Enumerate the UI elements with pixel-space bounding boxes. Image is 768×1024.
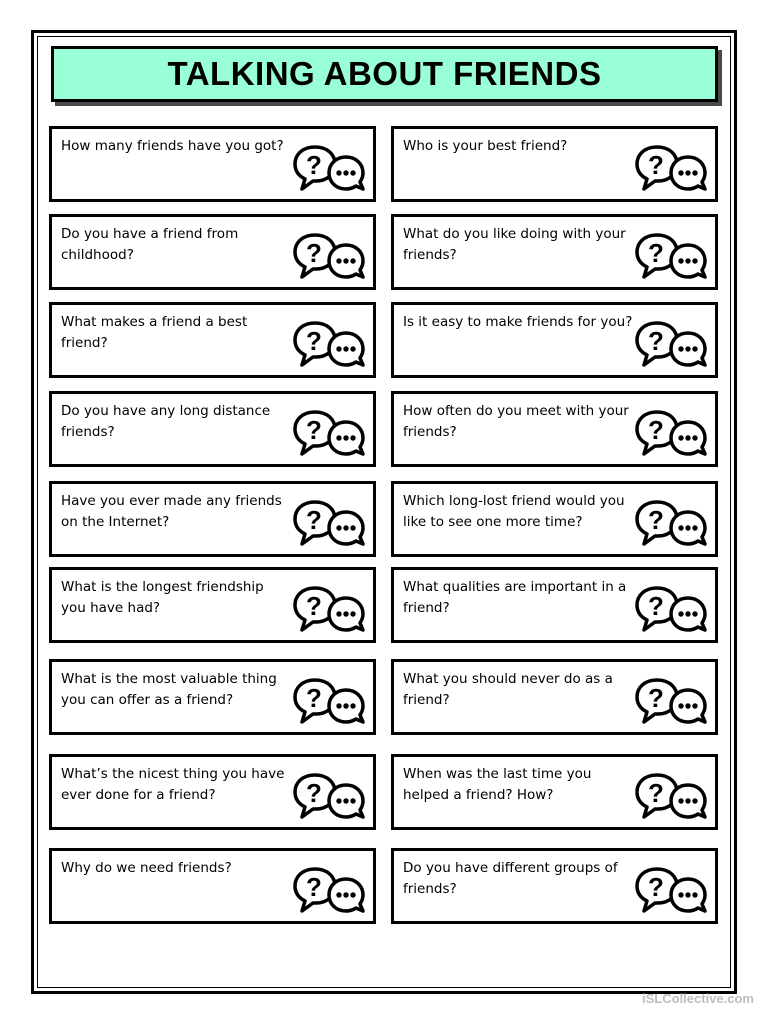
svg-text:?: ? <box>306 415 322 445</box>
question-text: What’s the nicest thing you have ever done for a friend? <box>61 766 285 803</box>
svg-text:?: ? <box>648 505 664 535</box>
question-card <box>391 391 718 467</box>
question-card <box>391 567 718 643</box>
question-chat-bubbles-icon <box>633 144 709 192</box>
question-chat-bubbles-icon <box>291 144 367 192</box>
question-chat-bubbles-icon <box>291 866 367 914</box>
question-card <box>391 126 718 202</box>
question-text: What you should never do as a friend? <box>403 671 613 708</box>
question-chat-bubbles-icon <box>633 585 709 633</box>
svg-text:?: ? <box>648 872 664 902</box>
question-chat-bubbles-icon <box>291 772 367 820</box>
question-card <box>391 848 718 924</box>
question-text: What is the most valuable thing you can offer as a friend? <box>61 671 277 708</box>
svg-text:?: ? <box>306 150 322 180</box>
question-text: What makes a friend a best friend? <box>61 314 248 351</box>
question-card <box>49 214 376 290</box>
question-text: Is it easy to make friends for you? <box>403 314 633 330</box>
question-chat-bubbles-icon <box>633 232 709 280</box>
question-text: What is the longest friendship you have had? <box>61 579 264 616</box>
question-chat-bubbles-icon <box>291 677 367 725</box>
title-banner <box>51 46 718 102</box>
svg-text:?: ? <box>306 326 322 356</box>
question-text: Why do we need friends? <box>61 860 232 876</box>
question-chat-bubbles-icon <box>633 320 709 368</box>
question-card <box>49 848 376 924</box>
question-text: Which long-lost friend would you like to see one more time? <box>403 493 625 530</box>
svg-text:?: ? <box>306 505 322 535</box>
svg-text:?: ? <box>306 683 322 713</box>
svg-text:?: ? <box>648 326 664 356</box>
question-card <box>49 659 376 735</box>
page-title: TALKING ABOUT FRIENDS <box>167 55 602 92</box>
svg-text:?: ? <box>648 150 664 180</box>
svg-text:?: ? <box>306 591 322 621</box>
watermark: iSLCollective.com <box>642 991 754 1006</box>
question-text: What qualities are important in a friend? <box>403 579 627 616</box>
question-card <box>391 754 718 830</box>
question-chat-bubbles-icon <box>291 232 367 280</box>
question-chat-bubbles-icon <box>291 585 367 633</box>
question-card <box>49 126 376 202</box>
question-card <box>49 567 376 643</box>
question-chat-bubbles-icon <box>633 772 709 820</box>
question-text: Do you have any long distance friends? <box>61 403 271 440</box>
question-text: How often do you meet with your friends? <box>403 403 629 440</box>
question-card <box>391 302 718 378</box>
question-chat-bubbles-icon <box>633 409 709 457</box>
question-card <box>49 302 376 378</box>
svg-text:?: ? <box>306 238 322 268</box>
question-card <box>391 214 718 290</box>
question-card <box>391 481 718 557</box>
question-text: When was the last time you helped a friend? How? <box>403 766 592 803</box>
question-card <box>49 481 376 557</box>
question-text: What do you like doing with your friends? <box>403 226 626 263</box>
question-card <box>49 754 376 830</box>
question-chat-bubbles-icon <box>633 866 709 914</box>
svg-text:?: ? <box>648 683 664 713</box>
question-chat-bubbles-icon <box>291 320 367 368</box>
svg-text:?: ? <box>648 591 664 621</box>
question-text: Who is your best friend? <box>403 138 568 154</box>
svg-text:?: ? <box>306 778 322 808</box>
question-chat-bubbles-icon <box>633 677 709 725</box>
question-text: How many friends have you got? <box>61 138 284 154</box>
question-text: Have you ever made any friends on the Internet? <box>61 493 282 530</box>
svg-text:?: ? <box>306 872 322 902</box>
svg-text:?: ? <box>648 238 664 268</box>
question-chat-bubbles-icon <box>291 499 367 547</box>
svg-text:?: ? <box>648 415 664 445</box>
question-card <box>391 659 718 735</box>
question-chat-bubbles-icon <box>633 499 709 547</box>
question-text: Do you have a friend from childhood? <box>61 226 239 263</box>
svg-text:?: ? <box>648 778 664 808</box>
question-chat-bubbles-icon <box>291 409 367 457</box>
question-text: Do you have different groups of friends? <box>403 860 618 897</box>
question-card <box>49 391 376 467</box>
